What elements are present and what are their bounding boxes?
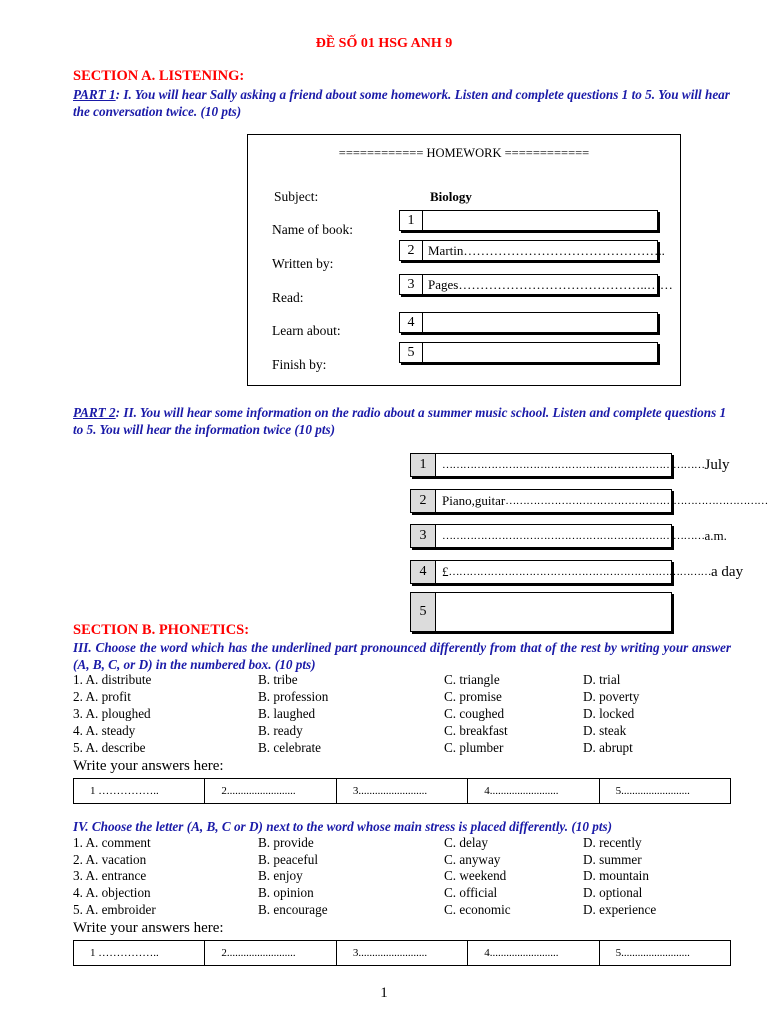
subject-label: Subject: — [274, 189, 319, 204]
answer-box-number: 2 — [411, 490, 436, 512]
read-label: Read: — [272, 290, 304, 305]
answer-box-prefix: Piano,guitar — [442, 493, 506, 508]
option-c: C. delay — [444, 835, 488, 850]
option-d: D. summer — [583, 852, 642, 867]
radio-answer-box-1[interactable]: 1 ………………………………………………………………… July — [410, 453, 672, 477]
answer-cell-1[interactable]: 1 …………….. — [74, 941, 205, 965]
part2-instruction-text: : II. You will hear some information on the radio about a summer music school. Listen and complete questions 1 to 5. You will hear the information twice (10 pts) — [73, 405, 727, 437]
finish-by-label: Finish by: — [272, 357, 327, 372]
answer-box-number: 4 — [400, 313, 423, 332]
q3-row-4 — [73, 723, 733, 740]
radio-answer-box-4[interactable]: 4 £ ………………………………………………………………… a day — [410, 560, 672, 584]
answer-box-prefix: £ — [442, 564, 449, 579]
answer-box-number: 3 — [400, 275, 423, 294]
q3-row-5 — [73, 740, 733, 757]
option-c: C. weekend — [444, 868, 507, 883]
option-a: 5. A. embroider — [73, 902, 156, 917]
option-b: B. profession — [258, 689, 329, 704]
option-a: 1. A. comment — [73, 835, 151, 850]
section-b-heading: SECTION B. PHONETICS: — [73, 622, 250, 638]
page-number: 1 — [380, 985, 388, 1001]
answer-cell-1[interactable]: 1 …………….. — [74, 779, 205, 803]
option-c: C. triangle — [444, 672, 500, 687]
answer-box-number: 3 — [411, 525, 436, 547]
option-d: D. abrupt — [583, 740, 633, 755]
option-d: D. recently — [583, 835, 642, 850]
option-b: B. ready — [258, 723, 303, 738]
answer-cell-5[interactable]: 5......................... — [615, 947, 690, 959]
section-a-heading: SECTION A. LISTENING: — [73, 68, 245, 84]
option-c: C. plumber — [444, 740, 504, 755]
q4-instruction: IV. Choose the letter (A, B, C or D) next to the word whose main stress is placed differently. (10 pts) — [73, 819, 613, 834]
answer-box-value: Pages……………………………………..…… — [428, 276, 673, 292]
answer-box-value: Martin……………………………………….. — [428, 242, 665, 258]
option-a: 4. A. objection — [73, 885, 151, 900]
answer-cell-3[interactable]: 3......................... — [337, 941, 468, 965]
option-c: C. coughed — [444, 706, 505, 721]
q4-row-2 — [73, 852, 733, 869]
q3-row-3 — [73, 706, 733, 723]
answer-cell-3[interactable]: 3......................... — [337, 779, 468, 803]
option-a: 3. A. ploughed — [73, 706, 151, 721]
option-b: B. opinion — [258, 885, 314, 900]
option-c: C. breakfast — [444, 723, 508, 738]
option-b: B. celebrate — [258, 740, 321, 755]
q3-row-2 — [73, 689, 733, 706]
option-a: 2. A. profit — [73, 689, 131, 704]
part1-instruction-text: : I. You will hear Sally asking a friend about some homework. Listen and complete questions 1 to 5. You will hear the conversation twice. (10 pts) — [73, 87, 730, 119]
written-by-label: Written by: — [272, 256, 334, 271]
answer-box-suffix: a day — [711, 563, 744, 580]
answer-cell-2[interactable]: 2......................... — [205, 941, 336, 965]
answer-cell-5[interactable]: 5......................... — [615, 785, 690, 797]
subject-value: Biology — [430, 189, 472, 204]
answer-cell-4[interactable]: 4......................... — [468, 779, 599, 803]
q4-row-4 — [73, 885, 733, 902]
option-d: D. optional — [583, 885, 643, 900]
answer-cell-2[interactable]: 2......................... — [205, 779, 336, 803]
q4-answer-table — [73, 940, 731, 966]
answer-box-number: 1 — [400, 211, 423, 230]
homework-card — [247, 134, 681, 386]
page-title: ĐỀ SỐ 01 HSG ANH 9 — [315, 36, 453, 51]
answer-box-suffix: a.m. — [704, 528, 727, 543]
part2-instruction — [73, 404, 733, 438]
q4-row-1 — [73, 835, 733, 852]
option-d: D. mountain — [583, 868, 649, 883]
option-d: D. locked — [583, 706, 635, 721]
homework-card-heading: ============ HOMEWORK ============ — [338, 146, 590, 160]
q3-row-1 — [73, 672, 733, 689]
part1-label: PART 1 — [73, 87, 116, 102]
q3-write-label: Write your answers here: — [73, 758, 224, 774]
q4-write-label: Write your answers here: — [73, 920, 224, 936]
answer-cell-4[interactable]: 4......................... — [468, 941, 599, 965]
q3-instruction: III. Choose the word which has the underlined part pronounced differently from that of the rest by writing your answer (A, B, C, or D) in the numbered box. (10 pts) — [73, 640, 731, 672]
option-a: 2. A. vacation — [73, 852, 147, 867]
option-c: C. economic — [444, 902, 511, 917]
answer-box-number: 2 — [400, 241, 423, 260]
homework-answer-box-3[interactable] — [399, 274, 673, 295]
answer-box-number: 5 — [411, 593, 436, 631]
part2-label: PART 2 — [73, 405, 116, 420]
option-a: 3. A. entrance — [73, 868, 147, 883]
answer-box-number: 5 — [400, 343, 423, 362]
answer-box-number: 1 — [411, 454, 436, 476]
option-a: 1. A. distribute — [73, 672, 152, 687]
option-d: D. poverty — [583, 689, 640, 704]
answer-box-number: 4 — [411, 561, 436, 583]
option-a: 5. A. describe — [73, 740, 146, 755]
homework-answer-box-5[interactable] — [399, 342, 658, 363]
option-c: C. official — [444, 885, 498, 900]
radio-answer-box-2[interactable]: 2 Piano,guitar ………………………………………………………………… — [410, 489, 672, 513]
q4-row-3 — [73, 868, 733, 885]
option-d: D. trial — [583, 672, 621, 687]
option-a: 4. A. steady — [73, 723, 136, 738]
q3-answer-table — [73, 778, 731, 804]
option-c: C. promise — [444, 689, 502, 704]
answer-box-suffix: July — [704, 456, 730, 473]
homework-answer-box-2[interactable] — [399, 240, 665, 261]
option-c: C. anyway — [444, 852, 501, 867]
option-b: B. laughed — [258, 706, 316, 721]
option-d: D. experience — [583, 902, 657, 917]
name-of-book-label: Name of book: — [272, 222, 353, 237]
option-d: D. steak — [583, 723, 627, 738]
option-b: B. encourage — [258, 902, 328, 917]
q4-row-5 — [73, 902, 733, 919]
radio-answer-box-5[interactable] — [410, 592, 672, 632]
option-b: B. tribe — [258, 672, 298, 687]
homework-answer-box-1[interactable] — [399, 210, 658, 231]
option-b: B. provide — [258, 835, 314, 850]
learn-about-label: Learn about: — [272, 323, 341, 338]
option-b: B. peaceful — [258, 852, 319, 867]
radio-answer-box-3[interactable]: 3 ………………………………………………………………… a.m. — [410, 524, 672, 548]
homework-answer-box-4[interactable] — [399, 312, 658, 333]
option-b: B. enjoy — [258, 868, 303, 883]
part1-instruction — [73, 86, 733, 120]
